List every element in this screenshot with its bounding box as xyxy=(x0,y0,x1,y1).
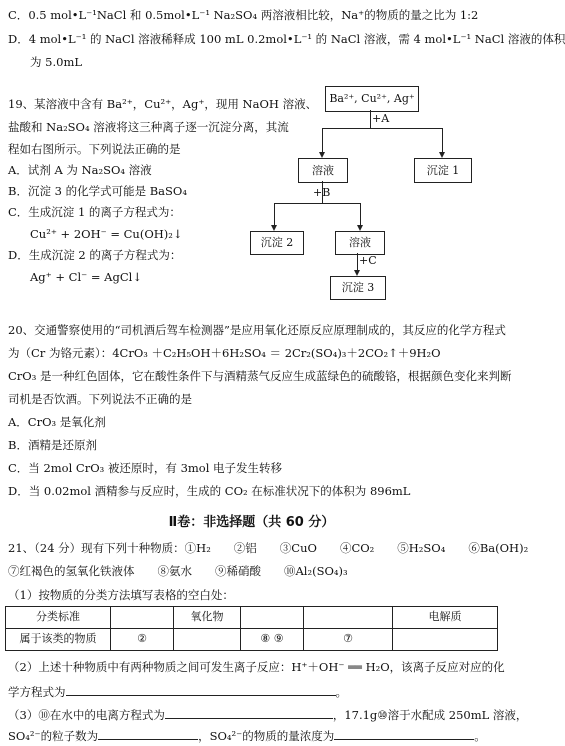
q20-option-c: C．当 2mol CrO₃ 被还原时，有 3mol 电子发生转移 xyxy=(8,461,283,475)
option-letter: D． xyxy=(8,32,29,46)
q19-option-a: A．试剂 A 为 Na₂SO₄ 溶液 xyxy=(8,163,152,177)
q19-option-c: C．生成沉淀 1 的离子方程式为： xyxy=(8,205,181,219)
q21-part1-instruction: （1）按物质的分类方法填写表格的空白处： xyxy=(8,588,234,602)
part3-mid: ，17.1g⑩溶于水配成 250mL 溶液， xyxy=(332,708,528,722)
option-text: 0.5 mol•L⁻¹NaCl 和 0.5mol•L⁻¹ Na₂SO₄ 两溶液相比较，Na⁺的物质的量之比为 1:2 xyxy=(28,8,479,22)
flow-line xyxy=(274,203,275,227)
q19-option-d-equation: Ag⁺ + Cl⁻ = AgCl↓ xyxy=(30,270,142,284)
flow-precipitate-3: 沉淀 3 xyxy=(330,276,386,300)
table-row xyxy=(6,607,498,629)
q20-stem-line1: 20、交通警察使用的“司机酒后驾车检测器”是应用氧化还原反应原理制成的，其反应的化学方程式 xyxy=(8,323,506,337)
part2-label: 学方程式为 xyxy=(8,685,66,699)
q20-stem-line3: CrO₃ 是一种红色固体，它在酸性条件下与酒精蒸气反应生成蓝绿色的硫酸铬，根据颜色变化来判断 xyxy=(8,369,512,383)
table-cell: ⑧ ⑨ xyxy=(241,629,304,651)
q18-option-d xyxy=(8,32,565,48)
flow-label-a: +A xyxy=(372,112,390,125)
table-cell: ⑦ xyxy=(304,629,393,651)
answer-blank[interactable] xyxy=(165,706,333,719)
flow-precipitate-1: 沉淀 1 xyxy=(414,158,472,183)
q20-option-a: A．CrO₃ 是氧化剂 xyxy=(8,415,106,429)
table-row xyxy=(6,629,498,651)
q19-stem-line3: 程如右图所示。下列说法正确的是 xyxy=(8,142,181,156)
q19-option-b: B．沉淀 3 的化学式可能是 BaSO₄ xyxy=(8,184,187,198)
table-cell-blank[interactable] xyxy=(111,607,174,629)
table-cell: 分类标准 xyxy=(6,607,111,629)
flow-solution-1: 溶液 xyxy=(298,158,348,183)
table-cell-blank[interactable] xyxy=(393,629,498,651)
table-cell-blank[interactable] xyxy=(174,629,241,651)
flow-line xyxy=(322,128,442,129)
flow-line xyxy=(370,110,371,128)
table-cell: ② xyxy=(111,629,174,651)
q18-option-c xyxy=(8,8,478,24)
answer-blank[interactable] xyxy=(98,727,198,740)
q20-stem-line4: 司机是否饮酒。下列说法不正确的是 xyxy=(8,392,192,406)
q21-part2-line2 xyxy=(8,683,347,701)
q21-stem-line2: ⑦红褐色的氢氧化铁液体 ⑧氨水 ⑨稀硝酸 ⑩Al₂(SO₄)₃ xyxy=(8,564,348,578)
q18-option-d-cont: 为 5.0mL xyxy=(30,55,82,69)
q19-option-d: D．生成沉淀 2 的离子方程式为： xyxy=(8,248,182,262)
q21-part3-line1 xyxy=(8,706,527,724)
part3-mid2: ，SO₄²⁻的物质的量浓度为 xyxy=(198,729,335,743)
flow-top-ions: Ba²⁺, Cu²⁺, Ag⁺ xyxy=(325,86,419,112)
table-cell: 电解质 xyxy=(393,607,498,629)
flow-line xyxy=(274,203,360,204)
classification-table xyxy=(5,606,498,651)
table-cell-blank[interactable] xyxy=(241,607,304,629)
q20-option-d: D．当 0.02mol 酒精参与反应时，生成的 CO₂ 在标准状况下的体积为 896mL xyxy=(8,484,411,498)
q20-stem-line2: 为（Cr 为铬元素）：4CrO₃ ＋C₂H₅OH＋6H₂SO₄ ＝ 2Cr₂(SO₄)₃＋2CO₂↑＋9H₂O xyxy=(8,346,441,360)
flow-line xyxy=(360,203,361,227)
q21-stem-line1: 21、（24 分）现有下列十种物质：①H₂ ②铝 ③CuO ④CO₂ ⑤H₂SO₄ ⑥Ba(OH)₂ xyxy=(8,541,529,555)
table-cell: 氧化物 xyxy=(174,607,241,629)
part3-label2: SO₄²⁻的粒子数为 xyxy=(8,729,99,743)
part3-label: （3）⑩在水中的电离方程式为 xyxy=(8,708,165,722)
q20-option-b: B．酒精是还原剂 xyxy=(8,438,97,452)
flow-precipitate-2: 沉淀 2 xyxy=(250,231,304,255)
answer-blank[interactable] xyxy=(334,727,474,740)
answer-blank[interactable] xyxy=(66,683,336,696)
part3-end: 。 xyxy=(474,729,486,743)
flow-label-b: +B xyxy=(313,186,331,199)
option-text: 4 mol•L⁻¹ 的 NaCl 溶液稀释成 100 mL 0.2mol•L⁻¹ 的 NaCl 溶液，需 4 mol•L⁻¹ NaCl 溶液的体积 xyxy=(28,32,565,46)
table-cell-blank[interactable] xyxy=(304,607,393,629)
q21-part3-line2 xyxy=(8,727,486,745)
option-letter: C． xyxy=(8,8,29,22)
q19-stem-line1: 19、某溶液中含有 Ba²⁺，Cu²⁺，Ag⁺，现用 NaOH 溶液、 xyxy=(8,97,318,111)
part2-end: 。 xyxy=(335,685,347,699)
q19-stem-line2: 盐酸和 Na₂SO₄ 溶液将这三种离子逐一沉淀分离，其流 xyxy=(8,120,289,134)
table-cell: 属于该类的物质 xyxy=(6,629,111,651)
flow-label-c: +C xyxy=(359,254,377,267)
flow-solution-2: 溶液 xyxy=(335,231,385,255)
section-heading: Ⅱ卷：非选择题（共 60 分） xyxy=(168,515,335,530)
q19-option-c-equation: Cu²⁺ + 2OH⁻ = Cu(OH)₂↓ xyxy=(30,227,183,241)
q21-part2-line1: （2）上述十种物质中有两种物质之间可发生离子反应：H⁺＋OH⁻ ══ H₂O，该离子反应对应的化 xyxy=(8,660,505,674)
